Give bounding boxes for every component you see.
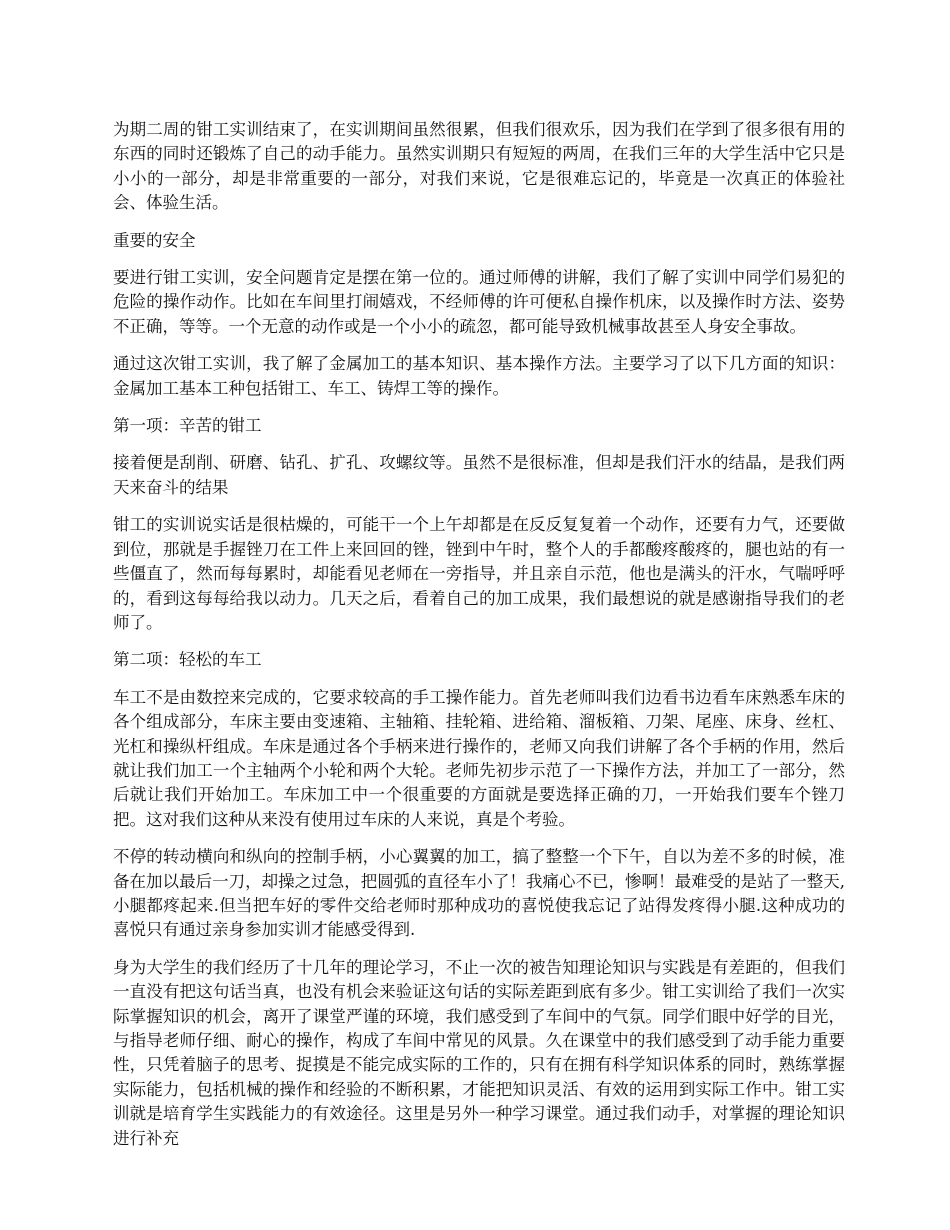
section-heading-fitter: 第一项：辛苦的钳工 [113,416,262,436]
paragraph-lathe-experience: 不停的转动横向和纵向的控制手柄，小心翼翼的加工，搞了整整一个下午，自以为差不多的时候，准备在加以最后一刀，却操之过急，把圆弧的直径车小了！我痛心不已，惨啊！最难受的是站了一整天,小腿都疼起来.但当把车好的零件交给老师时那种成功的喜悦使我忘记了站得发疼得小腿.这种成功的喜悦只有通过亲身参加实训才能感受得到. [113,847,845,940]
section-heading-lathe: 第二项：轻松的车工 [113,650,262,670]
paragraph-fitter-tasks: 接着便是刮削、研磨、钻孔、扩孔、攻螺纹等。虽然不是很标准，但却是我们汗水的结晶，是我们两天来奋斗的结果 [113,453,845,497]
paragraph-safety: 要进行钳工实训，安全问题肯定是摆在第一位的。通过师傅的讲解，我们了解了实训中同学们易犯的危险的操作动作。比如在车间里打闹嬉戏，不经师傅的许可便私自操作机床，以及操作时方法、姿势不正确，等等。一个无意的动作或是一个小小的疏忽，都可能导致机械事故甚至人身安全事故。 [113,268,845,336]
paragraph-intro: 为期二周的钳工实训结束了，在实训期间虽然很累，但我们很欢乐，因为我们在学到了很多很有用的东西的同时还锻炼了自己的动手能力。虽然实训期只有短短的两周，在我们三年的大学生活中它只是小小的一部分，却是非常重要的一部分，对我们来说，它是很难忘记的，毕竟是一次真正的体验社会、体验生活。 [113,120,845,213]
paragraph-lathe-intro: 车工不是由数控来完成的，它要求较高的手工操作能力。首先老师叫我们边看书边看车床熟悉车床的各个组成部分，车床主要由变速箱、主轴箱、挂轮箱、进给箱、溜板箱、刀架、尾座、床身、丝杠、光杠和操纵杆组成。车床是通过各个手柄来进行操作的，老师又向我们讲解了各个手柄的作用，然后就让我们加工一个主轴两个小轮和两个大轮。老师先初步示范了一下操作方法，并加工了一部分，然后就让我们开始加工。车床加工中一个很重要的方面就是要选择正确的刀，一开始我们要车个锉刀把。这对我们这种从来没有使用过车床的人来说，真是个考验。 [113,687,845,829]
document-body [113,118,845,1164]
paragraph-overview: 通过这次钳工实训，我了解了金属加工的基本知识、基本操作方法。主要学习了以下几方面的知识：金属加工基本工种包括钳工、车工、铸焊工等的操作。 [113,354,845,398]
section-heading-safety: 重要的安全 [113,230,196,250]
paragraph-fitter-experience: 钳工的实训说实话是很枯燥的，可能干一个上午却都是在反反复复着一个动作，还要有力气，还要做到位，那就是手握锉刀在工件上来回回的锉，锉到中午时，整个人的手都酸疼酸疼的，腿也站的有一些僵直了，然而每每累时，却能看见老师在一旁指导，并且亲自示范，他也是满头的汗水，气喘呼呼的，看到这每每给我以动力。几天之后，看着自己的加工成果，我们最想说的就是感谢指导我们的老师了。 [113,515,845,632]
paragraph-reflection: 身为大学生的我们经历了十几年的理论学习，不止一次的被告知理论知识与实践是有差距的，但我们一直没有把这句话当真，也没有机会来验证这句话的实际差距到底有多少。钳工实训给了我们一次实际掌握知识的机会，离开了课堂严谨的环境，我们感受到了车间中的气氛。同学们眼中好学的目光，与指导老师仔细、耐心的操作，构成了车间中常见的风景。久在课堂中的我们感受到了动手能力重要性，只凭着脑子的思考、捉摸是不能完成实际的工作的，只有在拥有科学知识体系的同时，熟练掌握实际能力，包括机械的操作和经验的不断积累，才能把知识灵活、有效的运用到实际工作中。钳工实训就是培育学生实践能力的有效途径。这里是另外一种学习课堂。通过我们动手，对掌握的理论知识进行补充 [113,957,845,1148]
